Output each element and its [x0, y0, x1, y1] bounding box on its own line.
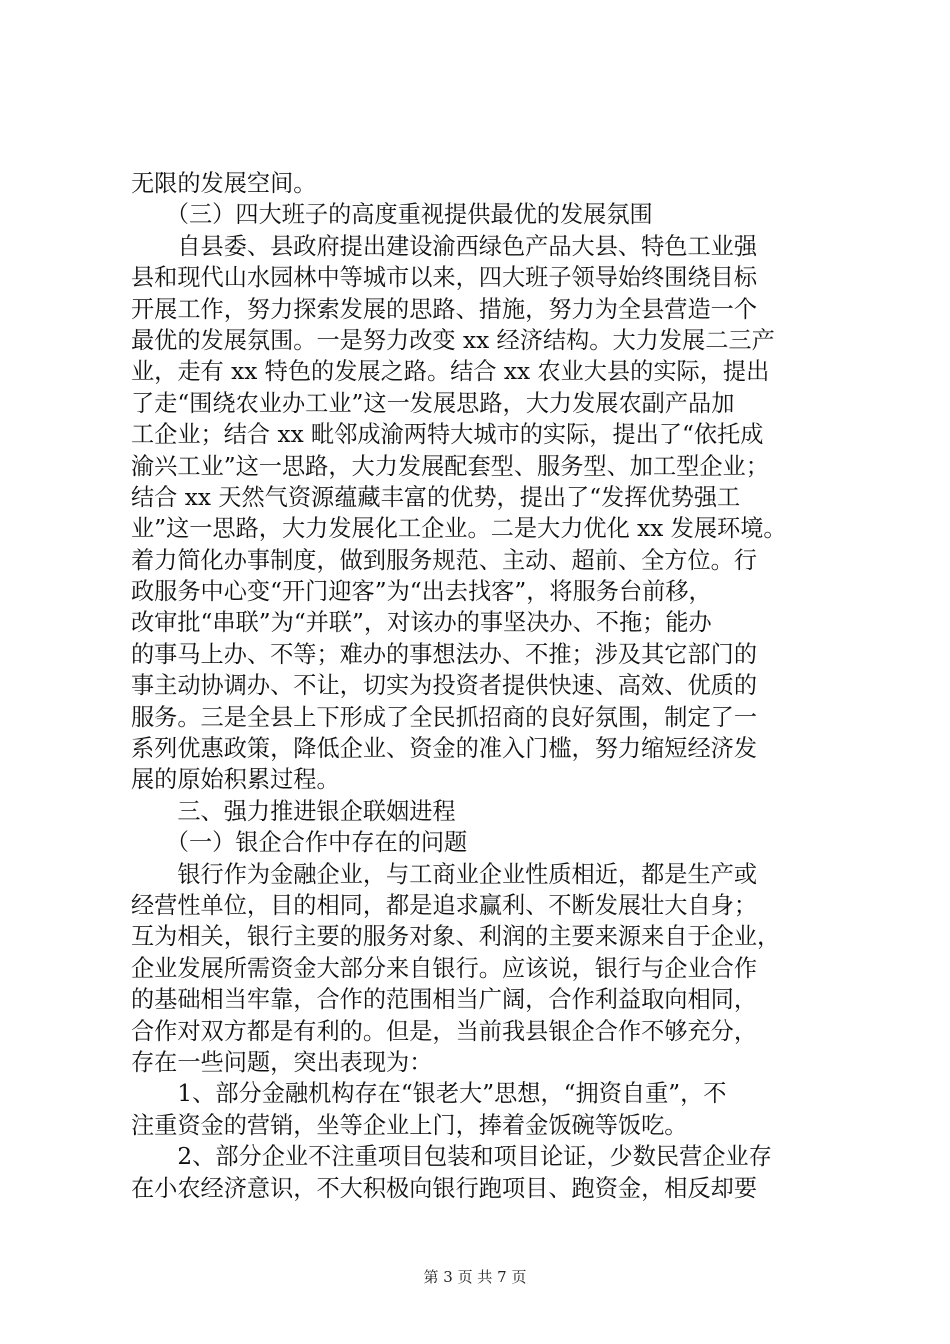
- text-line: 注重资金的营销，坐等企业上门，捧着金饭碗等饭吃。: [131, 1111, 688, 1139]
- text-line: 经营性单位，目的相同，都是追求赢利、不断发展壮大自身；: [131, 891, 758, 919]
- text-line: 服务。三是全县上下形成了全民抓招商的良好氛围，制定了一: [131, 703, 758, 731]
- text-line: 政服务中心变“开门迎客”为“出去找客”，将服务台前移，: [131, 578, 712, 606]
- text-line: 开展工作，努力探索发展的思路、措施，努力为全县营造一个: [131, 295, 758, 323]
- text-line: 县和现代山水园林中等城市以来，四大班子领导始终围绕目标: [131, 264, 758, 292]
- text-line: 1、部分金融机构存在“银老大”思想，“拥资自重”，不: [131, 1080, 727, 1108]
- text-line: 系列优惠政策，降低企业、资金的准入门槛，努力缩短经济发: [131, 735, 758, 763]
- text-line: 业，走有 xx 特色的发展之路。结合 xx 农业大县的实际，提出: [131, 358, 770, 386]
- text-line: 的基础相当牢靠，合作的范围相当广阔，合作利益取向相同，: [131, 986, 758, 1014]
- text-line: 存在一些问题，突出表现为：: [131, 1048, 433, 1076]
- text-line: 三、强力推进银企联姻进程: [131, 797, 456, 825]
- text-line: 互为相关，银行主要的服务对象、利润的主要来源来自于企业，: [131, 923, 781, 951]
- text-line: 最优的发展氛围。一是努力改变 xx 经济结构。大力发展二三产: [131, 326, 775, 354]
- text-line: 无限的发展空间。: [131, 170, 317, 197]
- text-line: 改审批“串联”为“并联”，对该办的事坚决办、不拖；能办: [131, 609, 712, 637]
- text-line: 合作对双方都是有利的。但是，当前我县银企合作不够充分，: [131, 1017, 758, 1045]
- text-line: 业”这一思路，大力发展化工企业。二是大力优化 xx 发展环境。: [131, 515, 787, 543]
- text-line: 企业发展所需资金大部分来自银行。应该说，银行与企业合作: [131, 954, 758, 982]
- text-line: （一）银企合作中存在的问题: [131, 829, 468, 857]
- text-line: 在小农经济意识，不大积极向银行跑项目、跑资金，相反却要: [131, 1174, 758, 1202]
- text-line: 结合 xx 天然气资源蕴藏丰富的优势，提出了“发挥优势强工: [131, 483, 741, 511]
- text-line: 自县委、县政府提出建设渝西绿色产品大县、特色工业强: [131, 232, 758, 260]
- text-line: 工企业；结合 xx 毗邻成渝两特大城市的实际，提出了“依托成: [131, 421, 764, 449]
- document-body: [131, 168, 831, 1204]
- text-line: 了走“围绕农业办工业”这一发展思路，大力发展农副产品加: [131, 389, 735, 417]
- page-footer: 第 3 页 共 7 页: [423, 1268, 527, 1286]
- text-line: 事主动协调办、不让，切实为投资者提供快速、高效、优质的: [131, 672, 758, 700]
- text-line: 着力简化办事制度，做到服务规范、主动、超前、全方位。行: [131, 546, 758, 574]
- text-line: 的事马上办、不等；难办的事想法办、不推；涉及其它部门的: [131, 640, 758, 668]
- text-line: 银行作为金融企业，与工商业企业性质相近，都是生产或: [131, 860, 758, 888]
- text-line: 渝兴工业”这一思路，大力发展配套型、服务型、加工型企业；: [131, 452, 769, 480]
- text-line: 展的原始积累过程。: [131, 766, 340, 794]
- text-line: （三）四大班子的高度重视提供最优的发展氛围: [131, 201, 653, 229]
- text-line: 2、部分企业不注重项目包装和项目论证，少数民营企业存: [131, 1143, 772, 1171]
